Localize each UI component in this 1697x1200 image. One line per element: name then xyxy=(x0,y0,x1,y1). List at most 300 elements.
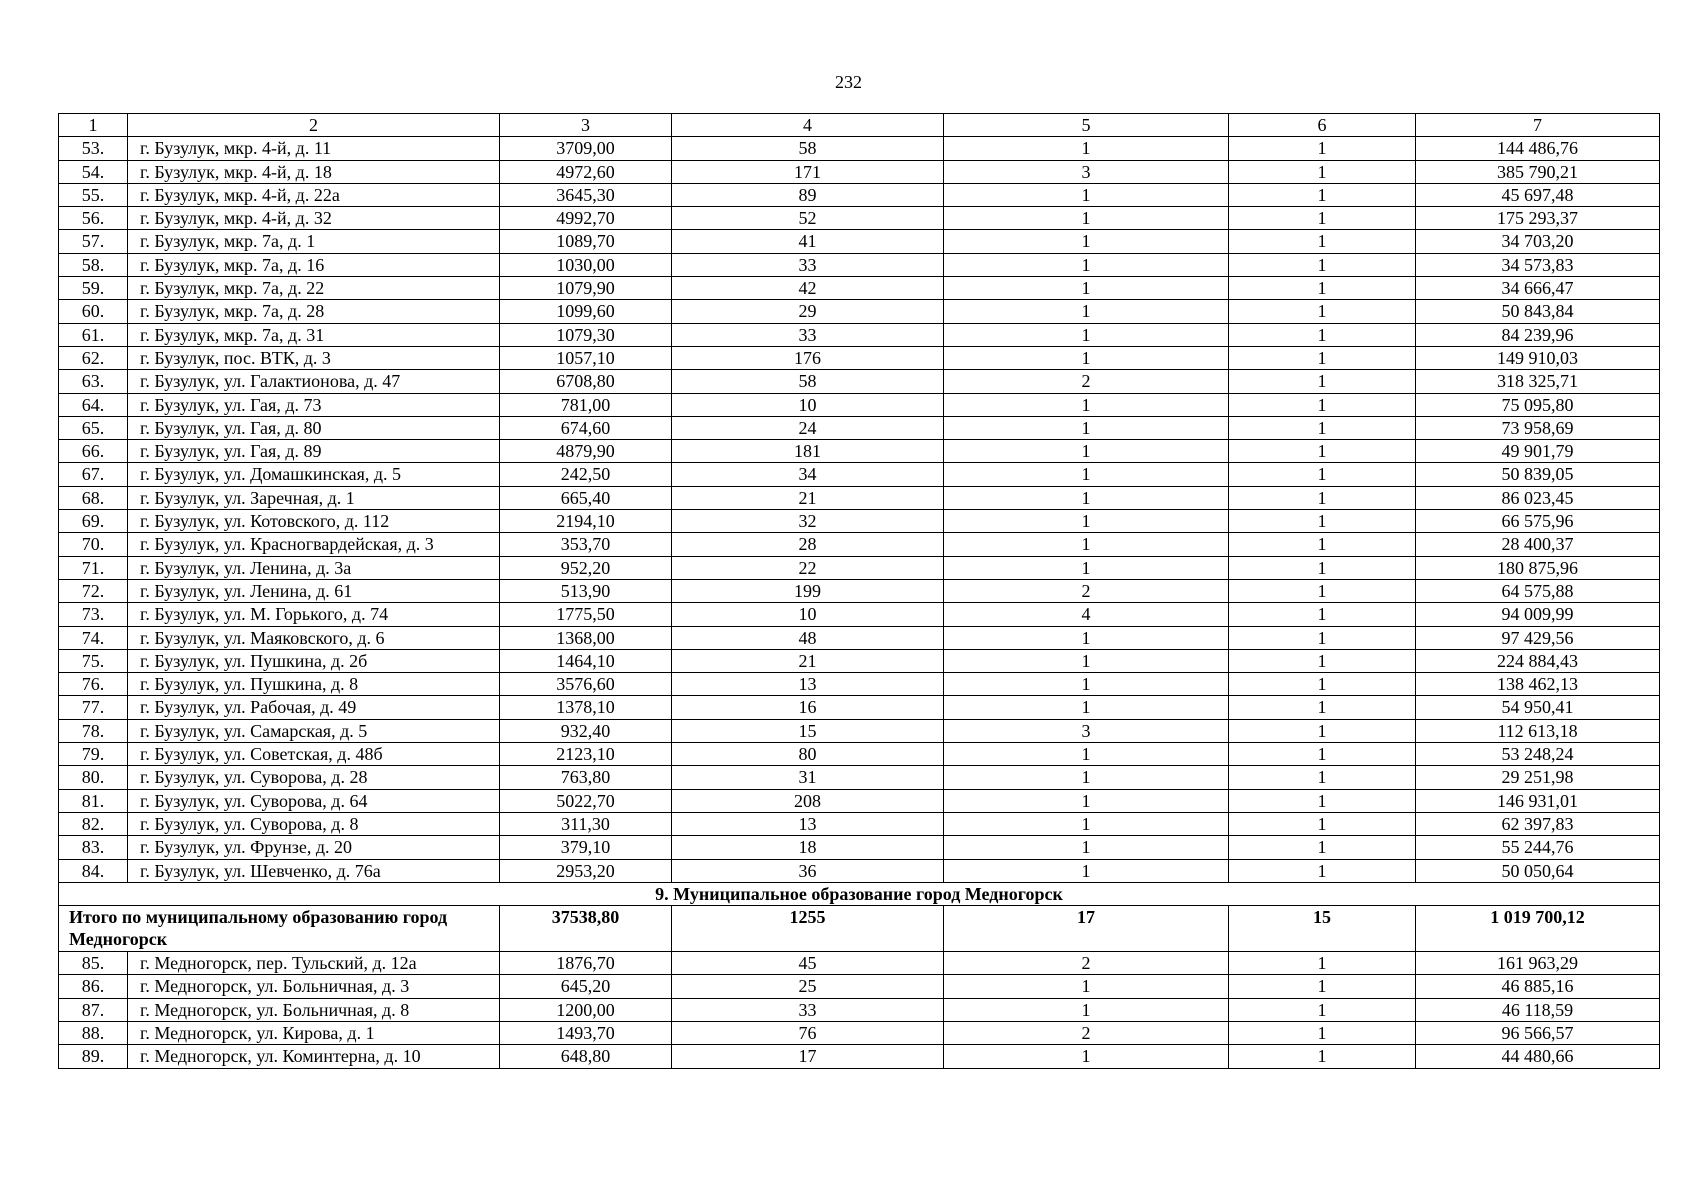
row-number: 55. xyxy=(59,183,128,206)
col4-cell: 18 xyxy=(672,836,944,859)
row-number: 86. xyxy=(59,975,128,998)
address-cell: г. Медногорск, ул. Коминтерна, д. 10 xyxy=(128,1045,500,1068)
area-cell: 763,80 xyxy=(500,766,672,789)
data-table xyxy=(58,113,1660,1069)
address-cell: г. Бузулук, мкр. 4-й, д. 22а xyxy=(128,183,500,206)
col4-cell: 36 xyxy=(672,859,944,882)
row-number: 82. xyxy=(59,812,128,835)
area-cell: 1876,70 xyxy=(500,952,672,975)
col5-cell: 1 xyxy=(944,323,1229,346)
address-cell: г. Бузулук, ул. Суворова, д. 64 xyxy=(128,789,500,812)
cost-cell: 146 931,01 xyxy=(1416,789,1660,812)
area-cell: 952,20 xyxy=(500,556,672,579)
cost-cell: 34 573,83 xyxy=(1416,253,1660,276)
column-header: 5 xyxy=(944,114,1229,137)
table-row xyxy=(59,1021,1660,1044)
table-row xyxy=(59,183,1660,206)
cost-cell: 29 251,98 xyxy=(1416,766,1660,789)
table-row xyxy=(59,533,1660,556)
address-cell: г. Бузулук, мкр. 7а, д. 28 xyxy=(128,300,500,323)
col6-cell: 1 xyxy=(1229,183,1416,206)
area-cell: 3645,30 xyxy=(500,183,672,206)
row-number: 75. xyxy=(59,649,128,672)
cost-cell: 149 910,03 xyxy=(1416,346,1660,369)
address-cell: г. Бузулук, ул. Гая, д. 89 xyxy=(128,440,500,463)
table-row xyxy=(59,277,1660,300)
col4-cell: 25 xyxy=(672,975,944,998)
address-cell: г. Бузулук, ул. Пушкина, д. 2б xyxy=(128,649,500,672)
col4-cell: 171 xyxy=(672,160,944,183)
col4-cell: 181 xyxy=(672,440,944,463)
area-cell: 645,20 xyxy=(500,975,672,998)
table-row xyxy=(59,975,1660,998)
table-row xyxy=(59,253,1660,276)
area-cell: 1057,10 xyxy=(500,346,672,369)
row-number: 78. xyxy=(59,719,128,742)
col6-cell: 1 xyxy=(1229,789,1416,812)
row-number: 85. xyxy=(59,952,128,975)
col6-cell: 1 xyxy=(1229,510,1416,533)
area-cell: 1368,00 xyxy=(500,626,672,649)
row-number: 71. xyxy=(59,556,128,579)
row-number: 89. xyxy=(59,1045,128,1068)
col4-cell: 13 xyxy=(672,673,944,696)
row-number: 74. xyxy=(59,626,128,649)
col5-cell: 1 xyxy=(944,626,1229,649)
cost-cell: 55 244,76 xyxy=(1416,836,1660,859)
address-cell: г. Бузулук, ул. М. Горького, д. 74 xyxy=(128,603,500,626)
cost-cell: 53 248,24 xyxy=(1416,743,1660,766)
address-cell: г. Бузулук, мкр. 4-й, д. 32 xyxy=(128,207,500,230)
cost-cell: 97 429,56 xyxy=(1416,626,1660,649)
area-cell: 648,80 xyxy=(500,1045,672,1068)
col6-cell: 1 xyxy=(1229,673,1416,696)
table-row xyxy=(59,393,1660,416)
cost-cell: 180 875,96 xyxy=(1416,556,1660,579)
col6-cell: 1 xyxy=(1229,253,1416,276)
col5-cell: 1 xyxy=(944,137,1229,160)
col6-cell: 1 xyxy=(1229,952,1416,975)
area-cell: 4879,90 xyxy=(500,440,672,463)
row-number: 62. xyxy=(59,346,128,369)
address-cell: г. Бузулук, пос. ВТК, д. 3 xyxy=(128,346,500,369)
row-number: 69. xyxy=(59,510,128,533)
col6-cell: 1 xyxy=(1229,836,1416,859)
column-header: 2 xyxy=(128,114,500,137)
address-cell: г. Медногорск, ул. Кирова, д. 1 xyxy=(128,1021,500,1044)
cost-cell: 224 884,43 xyxy=(1416,649,1660,672)
address-cell: г. Медногорск, пер. Тульский, д. 12а xyxy=(128,952,500,975)
col4-cell: 16 xyxy=(672,696,944,719)
col5-cell: 1 xyxy=(944,510,1229,533)
table-row xyxy=(59,766,1660,789)
address-cell: г. Бузулук, ул. Маяковского, д. 6 xyxy=(128,626,500,649)
address-cell: г. Бузулук, ул. Суворова, д. 28 xyxy=(128,766,500,789)
address-cell: г. Бузулук, ул. Котовского, д. 112 xyxy=(128,510,500,533)
column-header: 4 xyxy=(672,114,944,137)
col5-cell: 1 xyxy=(944,183,1229,206)
col4-cell: 33 xyxy=(672,253,944,276)
area-cell: 1079,90 xyxy=(500,277,672,300)
row-number: 67. xyxy=(59,463,128,486)
table-row xyxy=(59,673,1660,696)
col6-cell: 1 xyxy=(1229,766,1416,789)
cost-cell: 86 023,45 xyxy=(1416,486,1660,509)
col5-cell: 1 xyxy=(944,277,1229,300)
col5-cell: 1 xyxy=(944,346,1229,369)
col5-cell: 1 xyxy=(944,812,1229,835)
table-row xyxy=(59,416,1660,439)
col4-cell: 89 xyxy=(672,183,944,206)
col5-cell: 2 xyxy=(944,952,1229,975)
row-number: 56. xyxy=(59,207,128,230)
table-row xyxy=(59,463,1660,486)
col6-cell: 1 xyxy=(1229,463,1416,486)
row-number: 53. xyxy=(59,137,128,160)
col5-cell: 2 xyxy=(944,1021,1229,1044)
col5-cell: 1 xyxy=(944,836,1229,859)
col6-cell: 1 xyxy=(1229,370,1416,393)
col5-cell: 1 xyxy=(944,440,1229,463)
cost-cell: 73 958,69 xyxy=(1416,416,1660,439)
row-number: 65. xyxy=(59,416,128,439)
col6-cell: 1 xyxy=(1229,300,1416,323)
col5-cell: 1 xyxy=(944,859,1229,882)
col5-cell: 1 xyxy=(944,533,1229,556)
row-number: 84. xyxy=(59,859,128,882)
col4-cell: 208 xyxy=(672,789,944,812)
cost-cell: 175 293,37 xyxy=(1416,207,1660,230)
table-row xyxy=(59,160,1660,183)
col5-cell: 3 xyxy=(944,719,1229,742)
address-cell: г. Бузулук, ул. Рабочая, д. 49 xyxy=(128,696,500,719)
total-label: Итого по муниципальному образованию город Медногорск xyxy=(59,906,500,952)
area-cell: 2953,20 xyxy=(500,859,672,882)
col5-cell: 1 xyxy=(944,789,1229,812)
row-number: 60. xyxy=(59,300,128,323)
area-cell: 3709,00 xyxy=(500,137,672,160)
col6-cell: 1 xyxy=(1229,859,1416,882)
col4-cell: 58 xyxy=(672,370,944,393)
table-row xyxy=(59,603,1660,626)
row-number: 80. xyxy=(59,766,128,789)
address-cell: г. Бузулук, ул. Ленина, д. 61 xyxy=(128,579,500,602)
cost-cell: 50 050,64 xyxy=(1416,859,1660,882)
col6-cell: 1 xyxy=(1229,975,1416,998)
col4-cell: 34 xyxy=(672,463,944,486)
address-cell: г. Бузулук, ул. Гая, д. 80 xyxy=(128,416,500,439)
col4-cell: 58 xyxy=(672,137,944,160)
col6-cell: 1 xyxy=(1229,812,1416,835)
col5-cell: 2 xyxy=(944,579,1229,602)
cost-cell: 84 239,96 xyxy=(1416,323,1660,346)
col5-cell: 1 xyxy=(944,696,1229,719)
address-cell: г. Бузулук, ул. Советская, д. 48б xyxy=(128,743,500,766)
cost-cell: 50 839,05 xyxy=(1416,463,1660,486)
cost-cell: 46 885,16 xyxy=(1416,975,1660,998)
cost-cell: 161 963,29 xyxy=(1416,952,1660,975)
total-col4: 1255 xyxy=(672,906,944,952)
table-row xyxy=(59,1045,1660,1068)
table-row xyxy=(59,137,1660,160)
col4-cell: 10 xyxy=(672,603,944,626)
area-cell: 311,30 xyxy=(500,812,672,835)
table-row xyxy=(59,370,1660,393)
cost-cell: 34 703,20 xyxy=(1416,230,1660,253)
table-row xyxy=(59,696,1660,719)
col4-cell: 33 xyxy=(672,998,944,1021)
area-cell: 5022,70 xyxy=(500,789,672,812)
col4-cell: 176 xyxy=(672,346,944,369)
table-row xyxy=(59,300,1660,323)
table-row xyxy=(59,836,1660,859)
col4-cell: 21 xyxy=(672,486,944,509)
cost-cell: 75 095,80 xyxy=(1416,393,1660,416)
table-row xyxy=(59,510,1660,533)
col6-cell: 1 xyxy=(1229,556,1416,579)
col5-cell: 1 xyxy=(944,300,1229,323)
col4-cell: 42 xyxy=(672,277,944,300)
table-row xyxy=(59,230,1660,253)
area-cell: 1200,00 xyxy=(500,998,672,1021)
col6-cell: 1 xyxy=(1229,1045,1416,1068)
area-cell: 1089,70 xyxy=(500,230,672,253)
cost-cell: 112 613,18 xyxy=(1416,719,1660,742)
address-cell: г. Бузулук, ул. Пушкина, д. 8 xyxy=(128,673,500,696)
area-cell: 674,60 xyxy=(500,416,672,439)
area-cell: 6708,80 xyxy=(500,370,672,393)
col4-cell: 24 xyxy=(672,416,944,439)
cost-cell: 96 566,57 xyxy=(1416,1021,1660,1044)
table-row xyxy=(59,440,1660,463)
address-cell: г. Бузулук, мкр. 4-й, д. 11 xyxy=(128,137,500,160)
cost-cell: 144 486,76 xyxy=(1416,137,1660,160)
table-row xyxy=(59,859,1660,882)
row-number: 68. xyxy=(59,486,128,509)
col5-cell: 1 xyxy=(944,1045,1229,1068)
table-row xyxy=(59,207,1660,230)
col5-cell: 1 xyxy=(944,649,1229,672)
address-cell: г. Бузулук, мкр. 7а, д. 16 xyxy=(128,253,500,276)
col4-cell: 15 xyxy=(672,719,944,742)
cost-cell: 46 118,59 xyxy=(1416,998,1660,1021)
area-cell: 4972,60 xyxy=(500,160,672,183)
total-cost: 1 019 700,12 xyxy=(1416,906,1660,952)
col6-cell: 1 xyxy=(1229,207,1416,230)
area-cell: 242,50 xyxy=(500,463,672,486)
cost-cell: 138 462,13 xyxy=(1416,673,1660,696)
col6-cell: 1 xyxy=(1229,533,1416,556)
col6-cell: 1 xyxy=(1229,579,1416,602)
col6-cell: 1 xyxy=(1229,486,1416,509)
row-number: 73. xyxy=(59,603,128,626)
table-row xyxy=(59,649,1660,672)
col6-cell: 1 xyxy=(1229,393,1416,416)
row-number: 57. xyxy=(59,230,128,253)
cost-cell: 54 950,41 xyxy=(1416,696,1660,719)
section-title: 9. Муниципальное образование город Медногорск xyxy=(59,882,1660,905)
row-number: 66. xyxy=(59,440,128,463)
column-header: 3 xyxy=(500,114,672,137)
area-cell: 1079,30 xyxy=(500,323,672,346)
col6-cell: 1 xyxy=(1229,603,1416,626)
col4-cell: 31 xyxy=(672,766,944,789)
table-row xyxy=(59,556,1660,579)
row-number: 63. xyxy=(59,370,128,393)
col4-cell: 199 xyxy=(672,579,944,602)
row-number: 64. xyxy=(59,393,128,416)
row-number: 77. xyxy=(59,696,128,719)
area-cell: 513,90 xyxy=(500,579,672,602)
table-row xyxy=(59,346,1660,369)
col6-cell: 1 xyxy=(1229,1021,1416,1044)
table-row xyxy=(59,812,1660,835)
table-row xyxy=(59,719,1660,742)
page-number: 232 xyxy=(835,72,862,92)
column-header: 6 xyxy=(1229,114,1416,137)
table-row xyxy=(59,789,1660,812)
total-row xyxy=(59,906,1660,952)
address-cell: г. Бузулук, ул. Самарская, д. 5 xyxy=(128,719,500,742)
col6-cell: 1 xyxy=(1229,440,1416,463)
row-number: 76. xyxy=(59,673,128,696)
cost-cell: 62 397,83 xyxy=(1416,812,1660,835)
col5-cell: 1 xyxy=(944,766,1229,789)
col4-cell: 17 xyxy=(672,1045,944,1068)
area-cell: 2194,10 xyxy=(500,510,672,533)
row-number: 72. xyxy=(59,579,128,602)
col5-cell: 1 xyxy=(944,743,1229,766)
col5-cell: 1 xyxy=(944,207,1229,230)
col5-cell: 1 xyxy=(944,998,1229,1021)
col4-cell: 21 xyxy=(672,649,944,672)
row-number: 83. xyxy=(59,836,128,859)
area-cell: 1464,10 xyxy=(500,649,672,672)
col6-cell: 1 xyxy=(1229,719,1416,742)
col4-cell: 22 xyxy=(672,556,944,579)
col5-cell: 3 xyxy=(944,160,1229,183)
table-row xyxy=(59,579,1660,602)
area-cell: 665,40 xyxy=(500,486,672,509)
col4-cell: 45 xyxy=(672,952,944,975)
col4-cell: 10 xyxy=(672,393,944,416)
table-row xyxy=(59,743,1660,766)
col6-cell: 1 xyxy=(1229,998,1416,1021)
table-body xyxy=(59,114,1660,1069)
col6-cell: 1 xyxy=(1229,743,1416,766)
table-row xyxy=(59,626,1660,649)
cost-cell: 45 697,48 xyxy=(1416,183,1660,206)
row-number: 61. xyxy=(59,323,128,346)
table-row xyxy=(59,998,1660,1021)
area-cell: 1493,70 xyxy=(500,1021,672,1044)
col5-cell: 1 xyxy=(944,556,1229,579)
row-number: 79. xyxy=(59,743,128,766)
table-row xyxy=(59,323,1660,346)
row-number: 81. xyxy=(59,789,128,812)
column-number-row xyxy=(59,114,1660,137)
cost-cell: 64 575,88 xyxy=(1416,579,1660,602)
column-header: 1 xyxy=(59,114,128,137)
cost-cell: 385 790,21 xyxy=(1416,160,1660,183)
area-cell: 1030,00 xyxy=(500,253,672,276)
col6-cell: 1 xyxy=(1229,277,1416,300)
area-cell: 353,70 xyxy=(500,533,672,556)
row-number: 87. xyxy=(59,998,128,1021)
col5-cell: 2 xyxy=(944,370,1229,393)
total-area: 37538,80 xyxy=(500,906,672,952)
col5-cell: 1 xyxy=(944,253,1229,276)
cost-cell: 94 009,99 xyxy=(1416,603,1660,626)
col6-cell: 1 xyxy=(1229,416,1416,439)
col4-cell: 29 xyxy=(672,300,944,323)
address-cell: г. Бузулук, мкр. 7а, д. 1 xyxy=(128,230,500,253)
address-cell: г. Бузулук, ул. Шевченко, д. 76а xyxy=(128,859,500,882)
address-cell: г. Бузулук, ул. Заречная, д. 1 xyxy=(128,486,500,509)
address-cell: г. Медногорск, ул. Больничная, д. 8 xyxy=(128,998,500,1021)
address-cell: г. Бузулук, ул. Фрунзе, д. 20 xyxy=(128,836,500,859)
col5-cell: 1 xyxy=(944,416,1229,439)
col6-cell: 1 xyxy=(1229,626,1416,649)
col4-cell: 76 xyxy=(672,1021,944,1044)
col4-cell: 28 xyxy=(672,533,944,556)
col5-cell: 1 xyxy=(944,463,1229,486)
row-number: 70. xyxy=(59,533,128,556)
area-cell: 1775,50 xyxy=(500,603,672,626)
total-col5: 17 xyxy=(944,906,1229,952)
address-cell: г. Бузулук, мкр. 7а, д. 31 xyxy=(128,323,500,346)
address-cell: г. Бузулук, ул. Красногвардейская, д. 3 xyxy=(128,533,500,556)
area-cell: 4992,70 xyxy=(500,207,672,230)
col5-cell: 1 xyxy=(944,230,1229,253)
area-cell: 932,40 xyxy=(500,719,672,742)
col4-cell: 48 xyxy=(672,626,944,649)
cost-cell: 28 400,37 xyxy=(1416,533,1660,556)
column-header: 7 xyxy=(1416,114,1660,137)
total-col6: 15 xyxy=(1229,906,1416,952)
area-cell: 1378,10 xyxy=(500,696,672,719)
row-number: 58. xyxy=(59,253,128,276)
address-cell: г. Бузулук, ул. Ленина, д. 3а xyxy=(128,556,500,579)
col5-cell: 1 xyxy=(944,673,1229,696)
section-heading-row xyxy=(59,882,1660,905)
row-number: 54. xyxy=(59,160,128,183)
address-cell: г. Бузулук, мкр. 7а, д. 22 xyxy=(128,277,500,300)
cost-cell: 66 575,96 xyxy=(1416,510,1660,533)
col6-cell: 1 xyxy=(1229,696,1416,719)
area-cell: 1099,60 xyxy=(500,300,672,323)
col6-cell: 1 xyxy=(1229,160,1416,183)
cost-cell: 318 325,71 xyxy=(1416,370,1660,393)
row-number: 59. xyxy=(59,277,128,300)
address-cell: г. Бузулук, ул. Суворова, д. 8 xyxy=(128,812,500,835)
address-cell: г. Бузулук, мкр. 4-й, д. 18 xyxy=(128,160,500,183)
col5-cell: 1 xyxy=(944,486,1229,509)
col5-cell: 4 xyxy=(944,603,1229,626)
cost-cell: 34 666,47 xyxy=(1416,277,1660,300)
area-cell: 781,00 xyxy=(500,393,672,416)
table-row xyxy=(59,486,1660,509)
col4-cell: 33 xyxy=(672,323,944,346)
col4-cell: 41 xyxy=(672,230,944,253)
address-cell: г. Бузулук, ул. Галактионова, д. 47 xyxy=(128,370,500,393)
col5-cell: 1 xyxy=(944,393,1229,416)
row-number: 88. xyxy=(59,1021,128,1044)
col4-cell: 80 xyxy=(672,743,944,766)
col6-cell: 1 xyxy=(1229,137,1416,160)
table-row xyxy=(59,952,1660,975)
col6-cell: 1 xyxy=(1229,346,1416,369)
